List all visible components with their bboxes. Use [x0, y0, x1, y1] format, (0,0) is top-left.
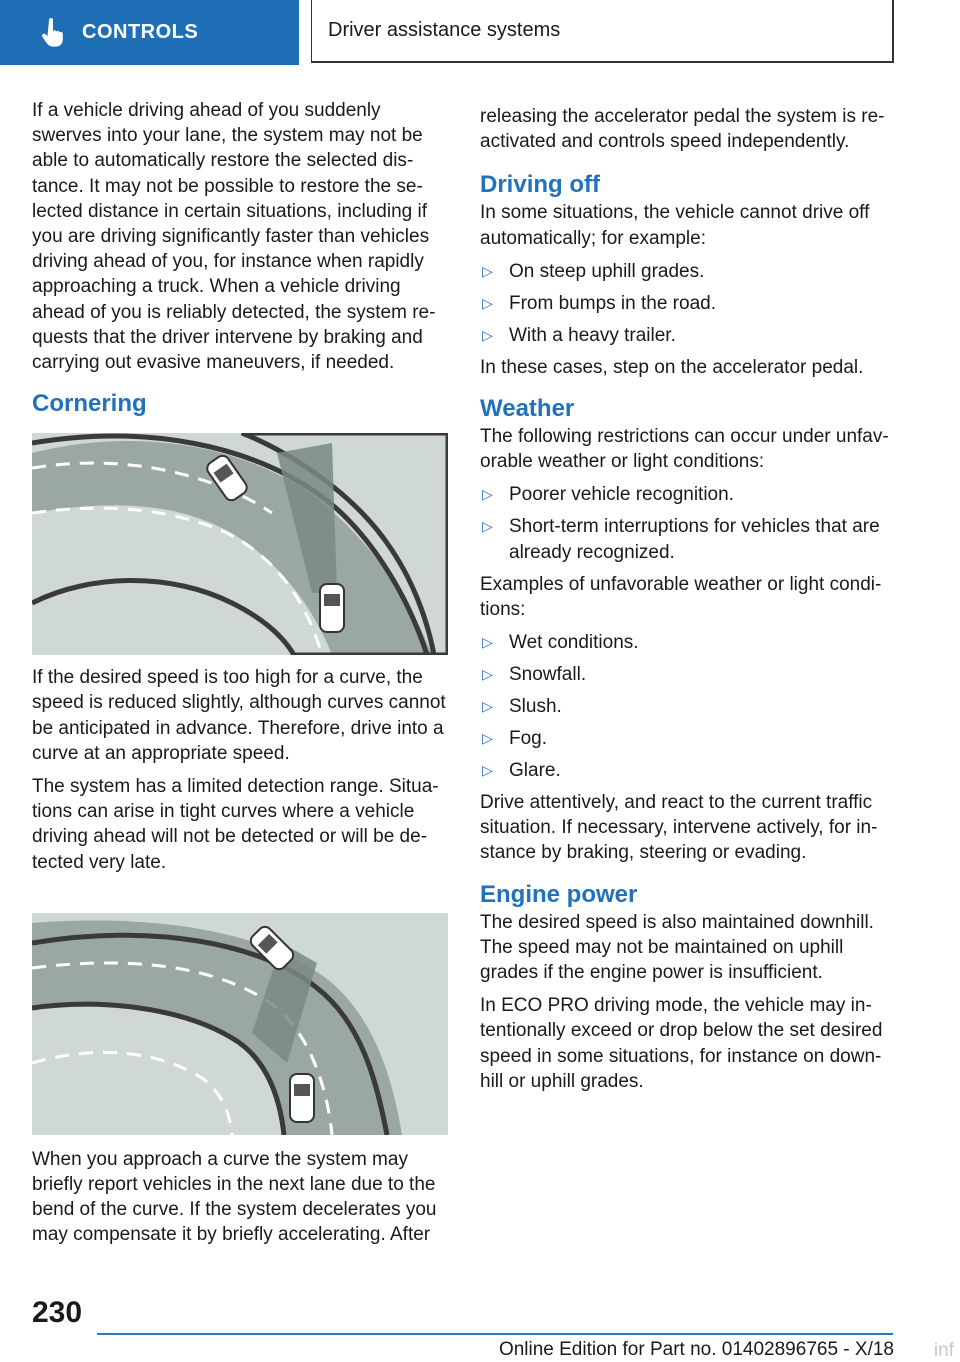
edition-text: Online Edition for Part no. 01402896765 - X/18 — [498, 1339, 894, 1360]
paragraph-detection-range: The system has a limited detection range. Situations can arise in tight curves where a vehicle driving ahead will not be detected or will be detected very late. — [32, 776, 439, 873]
page-number: 230 — [32, 1296, 83, 1329]
list-item: ▷ Poorer vehicle recognition. — [480, 482, 896, 507]
list-item: ▷ On steep uphill grades. — [480, 259, 896, 284]
bullet-arrow-icon: ▷ — [482, 518, 493, 535]
heading-driving-off: Driving off — [480, 171, 600, 199]
bullet-arrow-icon: ▷ — [482, 486, 493, 503]
paragraph-curve-speed: If the desired speed is too high for a curve, the speed is reduced slightly, although curves cannot be anticipated in advance. Therefore, drive into a curve at an appropriate speed. — [32, 667, 446, 764]
cornering-illustration-1 — [32, 433, 448, 655]
paragraph-driving-off-intro: In some situations, the vehicle cannot drive off automatically; for example: — [480, 202, 870, 249]
paragraph-engine-1: The desired speed is also maintained downhill. The speed may not be maintained on uphill grades if the engine power is insufficient. — [480, 911, 874, 984]
bullet-arrow-icon: ▷ — [482, 634, 493, 651]
bullet-arrow-icon: ▷ — [482, 294, 493, 311]
paragraph-weather-intro: The following restrictions can occur under unfavorable weather or light conditions: — [480, 426, 889, 473]
list-item: ▷ Slush. — [480, 694, 896, 719]
bullet-arrow-icon: ▷ — [482, 762, 493, 779]
bullet-arrow-icon: ▷ — [482, 730, 493, 747]
heading-engine-power: Engine power — [480, 880, 638, 908]
weather-list — [480, 482, 896, 564]
footer-divider — [97, 1333, 893, 1335]
paragraph-driving-off-outro: In these cases, step on the accelerator pedal. — [480, 356, 864, 378]
section-tab[interactable] — [0, 0, 299, 65]
list-item: ▷ From bumps in the road. — [480, 291, 896, 316]
paragraph-continuation: releasing the accelerator pedal the system is reactivated and controls speed independently. — [480, 106, 885, 153]
list-item: ▷ Snowfall. — [480, 662, 896, 687]
cornering-illustration-2 — [32, 913, 448, 1135]
heading-cornering: Cornering — [32, 390, 147, 418]
list-item: ▷ Fog. — [480, 726, 896, 751]
list-item: ▷ With a heavy trailer. — [480, 323, 896, 348]
driving-off-list — [480, 259, 896, 348]
hand-pointer-icon — [40, 18, 66, 48]
paragraph-weather-examples-intro: Examples of unfavorable weather or light conditions: — [480, 573, 882, 620]
chapter-header — [311, 0, 894, 63]
heading-weather: Weather — [480, 395, 575, 423]
left-column — [32, 98, 448, 1256]
right-column — [480, 104, 896, 1102]
list-item: ▷ Short-term interruptions for vehicles that are already recognized. — [482, 516, 880, 563]
list-item: ▷ Wet conditions. — [480, 630, 896, 655]
watermark-text: inf — [933, 1340, 954, 1361]
paragraph-approach-curve: When you approach a curve the system may briefly report vehicles in the next lane due to the bend of the curve. If the system decelerates you may compensate it by briefly accelerating. After — [32, 1148, 437, 1246]
list-item: ▷ Glare. — [480, 758, 896, 783]
paragraph-weather-outro: Drive attentively, and react to the current traffic situation. If necessary, intervene actively, for instance by braking, steering or evading. — [480, 792, 878, 864]
paragraph-engine-2: In ECO PRO driving mode, the vehicle may intentionally exceed or drop below the set desired speed in some situations, for instance on downhill or uphill grades. — [480, 995, 883, 1092]
bullet-arrow-icon: ▷ — [482, 698, 493, 715]
paragraph-swerve: If a vehicle driving ahead of you suddenly swerves into your lane, the system may not be able to automatically restore the selected distance. It may not be possible to restore the selected distance in certain situations, including if you are driving significantly faster than vehicles driving ahead of you, for instance when rapidly approaching a truck. When a vehicle driving ahead of you is reliably detected, the system requests that the driver intervene by braking and carrying out evasive maneuvers, if needed. — [32, 100, 436, 374]
bullet-arrow-icon: ▷ — [482, 326, 493, 343]
weather-examples-list — [480, 630, 896, 783]
bullet-arrow-icon: ▷ — [482, 262, 493, 279]
section-tab-label: CONTROLS — [82, 21, 199, 43]
bullet-arrow-icon: ▷ — [482, 666, 493, 683]
chapter-title: Driver assistance systems — [328, 19, 561, 41]
